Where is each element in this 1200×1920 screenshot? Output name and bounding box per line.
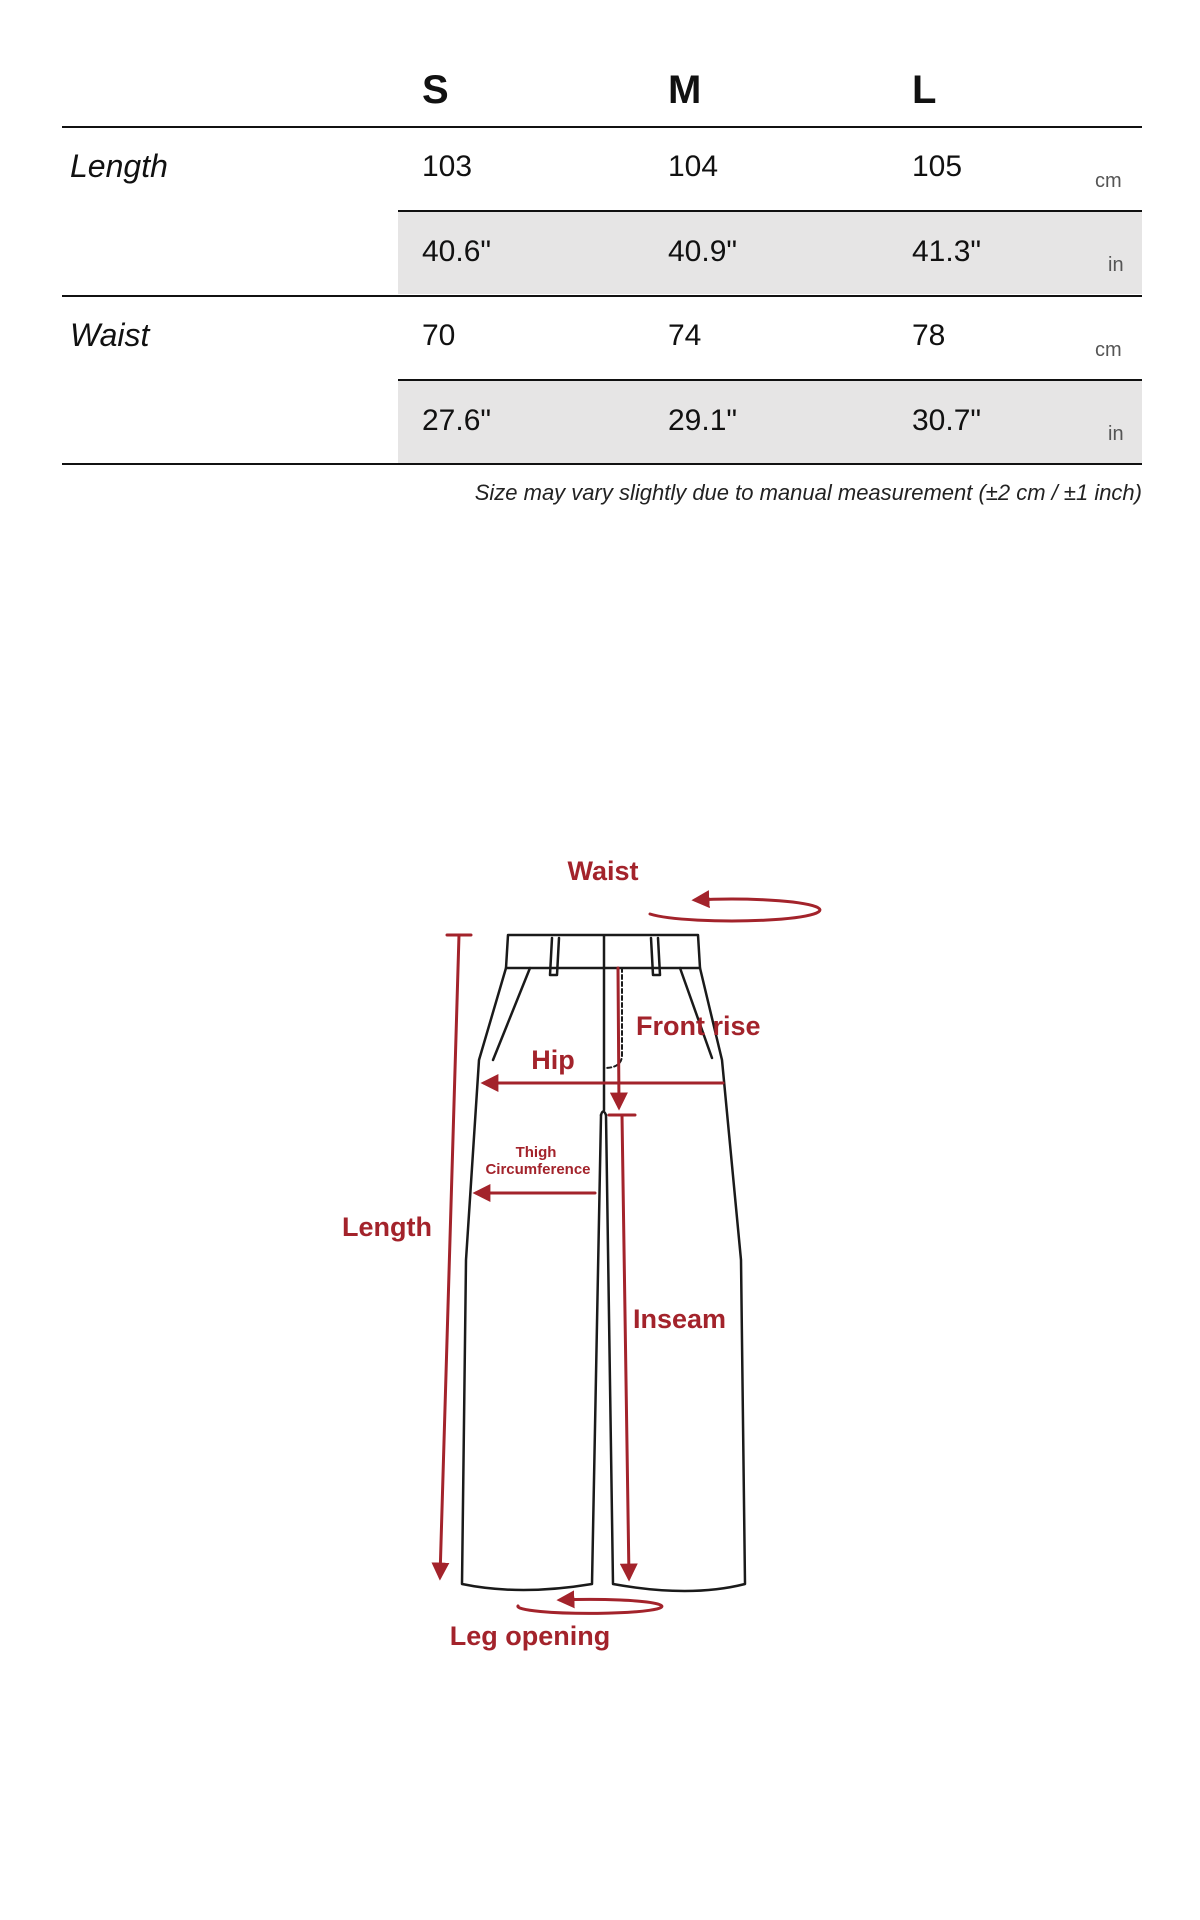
table-rule-waist-inch [398, 379, 1142, 381]
length-s-cm: 103 [422, 150, 473, 183]
label-hip: Hip [531, 1045, 575, 1075]
waist-inch-row-background [398, 380, 1142, 463]
measurement-guides [440, 899, 820, 1613]
waist-l-in: 30.7" [912, 404, 982, 437]
waist-m-in: 29.1" [668, 404, 738, 437]
label-leg-opening: Leg opening [449, 1621, 611, 1651]
waist-cm-unit: cm [1095, 339, 1122, 361]
label-thigh-line1: Thigh [515, 1144, 557, 1161]
crotch [601, 1112, 606, 1116]
measurement-note: Size may vary slightly due to manual measurement (±2 cm / ±1 inch) [474, 480, 1142, 505]
pocket-left [493, 968, 530, 1060]
length-inch-row-background [398, 211, 1142, 294]
table-rule-middle [62, 295, 1142, 297]
inseam-arrow [622, 1115, 629, 1578]
label-waist: Waist [567, 856, 639, 886]
table-rule-bottom [62, 463, 1142, 465]
belt-loop-left [550, 938, 559, 975]
front-rise-arrow [618, 968, 619, 1107]
waist-s-cm: 70 [422, 319, 456, 352]
length-cm-unit: cm [1095, 170, 1122, 192]
waist-s-in: 27.6" [422, 404, 492, 437]
leg-opening-arrow [518, 1599, 662, 1613]
length-l-cm: 105 [912, 150, 963, 183]
length-m-in: 40.9" [668, 235, 738, 268]
size-header-s: S [422, 68, 449, 112]
size-chart-table [62, 0, 1142, 520]
waist-l-cm: 78 [912, 319, 946, 352]
label-thigh-line2: Circumference [485, 1161, 591, 1178]
belt-loop-right [651, 938, 660, 975]
label-length: Length [342, 1212, 432, 1242]
waist-arrow [650, 899, 820, 921]
table-rule-top [62, 126, 1142, 128]
pants-measurement-diagram [0, 840, 1200, 1680]
length-m-cm: 104 [668, 150, 719, 183]
length-l-in: 41.3" [912, 235, 982, 268]
waist-in-unit: in [1108, 423, 1124, 445]
length-s-in: 40.6" [422, 235, 492, 268]
row-label-length: Length [70, 148, 168, 184]
label-inseam: Inseam [633, 1304, 727, 1334]
length-arrow [440, 935, 459, 1577]
size-header-m: M [668, 68, 702, 112]
label-front-rise: Front rise [636, 1011, 761, 1041]
row-label-waist: Waist [70, 317, 150, 353]
size-header-l: L [912, 68, 937, 112]
waist-m-cm: 74 [668, 319, 702, 352]
length-in-unit: in [1108, 254, 1124, 276]
table-rule-length-inch [398, 210, 1142, 212]
